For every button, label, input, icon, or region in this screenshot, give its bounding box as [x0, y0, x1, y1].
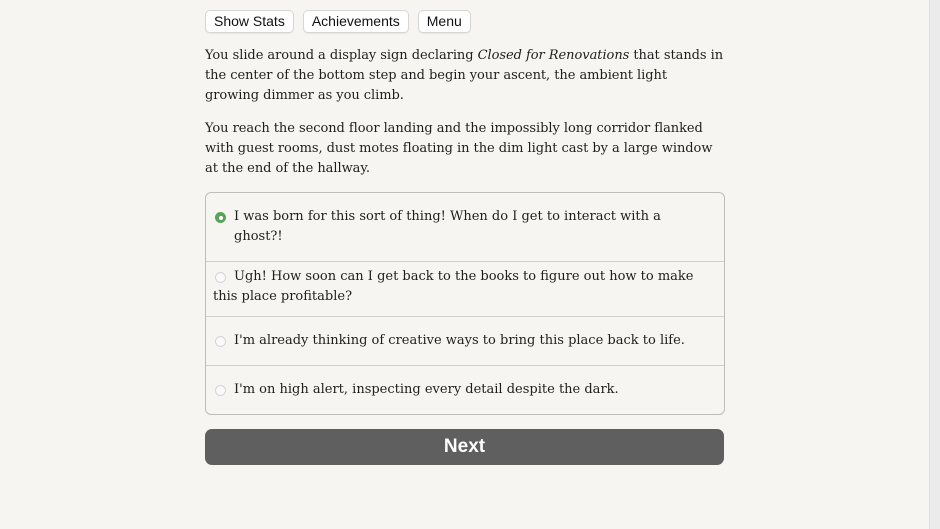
- story-paragraph-2: You reach the second floor landing and the impossibly long corridor flanked with guest rooms, dust motes floating in the dim light cast by a large window at the end of the hallway.: [205, 121, 713, 176]
- choice-label: Ugh! How soon can I get back to the books to figure out how to make this place profitable?: [213, 269, 694, 304]
- show-stats-button[interactable]: Show Stats: [205, 10, 294, 33]
- choice-label: I was born for this sort of thing! When do I get to interact with a ghost?!: [234, 209, 661, 244]
- choice-label: I'm already thinking of creative ways to bring this place back to life.: [234, 333, 685, 348]
- menu-button[interactable]: Menu: [418, 10, 471, 33]
- radio-selected-icon[interactable]: [215, 212, 226, 223]
- radio-icon[interactable]: [215, 336, 226, 347]
- radio-icon[interactable]: [215, 385, 226, 396]
- story-text: You slide around a display sign declaring: [205, 48, 478, 63]
- story-text: that stands in the center of the bottom step and begin your ascent, the ambient light growing dimmer as you climb.: [205, 48, 724, 103]
- choice-option[interactable]: [206, 261, 724, 316]
- game-content: [205, 10, 725, 465]
- choice-option[interactable]: [206, 193, 724, 261]
- choice-option[interactable]: [206, 316, 724, 365]
- top-toolbar: [205, 10, 725, 33]
- choice-list: [205, 192, 725, 415]
- achievements-button[interactable]: Achievements: [303, 10, 409, 33]
- scrollbar-track[interactable]: [929, 0, 940, 529]
- next-button[interactable]: Next: [205, 429, 724, 465]
- choice-option[interactable]: [206, 365, 724, 414]
- story-paragraph-1: [205, 46, 725, 106]
- radio-icon[interactable]: [215, 272, 226, 283]
- choice-label: I'm on high alert, inspecting every detail despite the dark.: [234, 382, 619, 397]
- sign-text: Closed for Renovations: [477, 48, 630, 63]
